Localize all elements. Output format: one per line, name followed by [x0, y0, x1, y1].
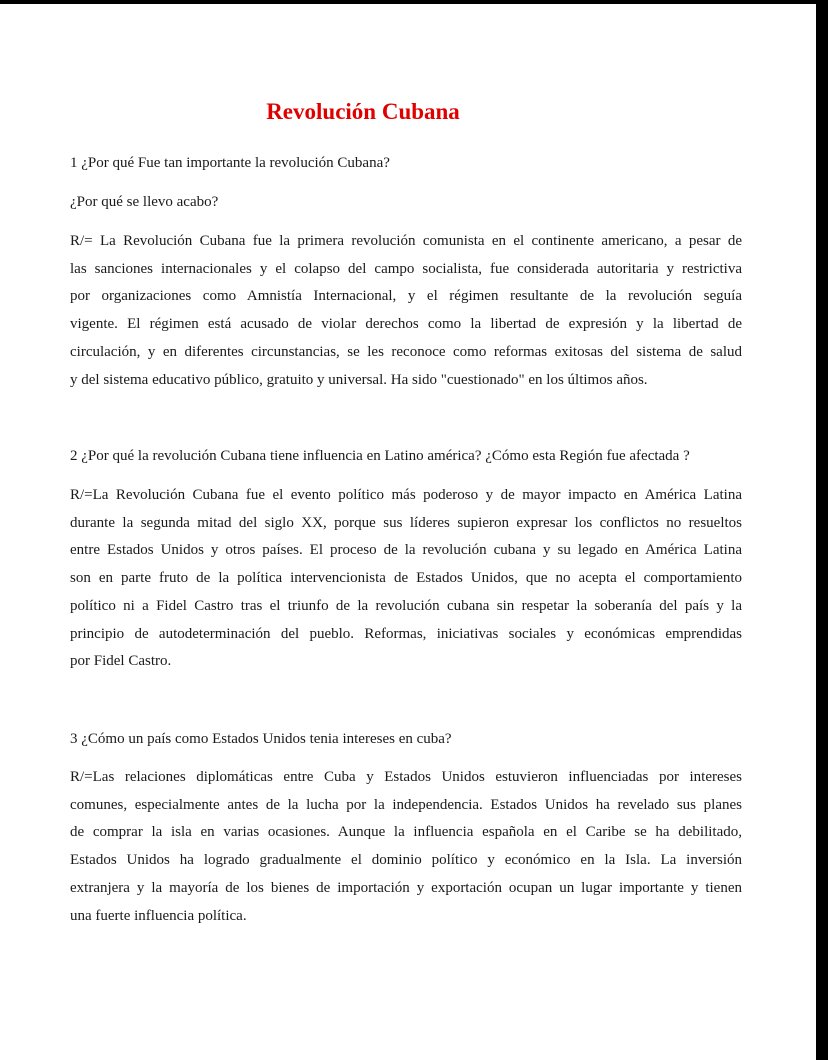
question-1-line-1: 1 ¿Por qué Fue tan importante la revolución Cubana? — [70, 155, 390, 171]
answer-3-line: R/=Las relaciones diplomáticas entre Cuba y Estados Unidos estuvieron influenciadas por intereses — [70, 769, 742, 785]
answer-1 — [70, 228, 742, 394]
answer-3-line: extranjera y la mayoría de los bienes de importación y exportación ocupan un lugar importante y tienen — [70, 879, 742, 896]
answer-2-line: son en parte fruto de la política intervencionista de Estados Unidos, que no acepta el comportamiento — [70, 570, 742, 587]
answer-1-line: las sanciones internacionales y el colapso del campo socialista, fue considerada autoritaria y restrictiva — [70, 260, 742, 277]
question-2: 2 ¿Por qué la revolución Cubana tiene influencia en Latino américa? ¿Cómo esta Región fue afectada ? — [70, 448, 690, 464]
answer-1-line: R/= La Revolución Cubana fue la primera revolución comunista en el continente americano, a pesar de — [70, 233, 742, 249]
answer-2-line: R/=La Revolución Cubana fue el evento político más poderoso y de mayor impacto en América Latina — [70, 487, 742, 503]
answer-1-line: vigente. El régimen está acusado de violar derechos como la libertad de expresión y la libertad de — [70, 316, 742, 333]
question-3: 3 ¿Cómo un país como Estados Unidos tenia intereses en cuba? — [70, 731, 452, 747]
answer-2-line: principio de autodeterminación del pueblo. Reformas, iniciativas sociales y económicas emprendidas — [70, 625, 742, 642]
question-1-line-2: ¿Por qué se llevo acabo? — [70, 194, 219, 210]
answer-1-line: por organizaciones como Amnistía Internacional, y el régimen resultante de la revolución seguía — [70, 288, 742, 305]
answer-3 — [70, 764, 742, 930]
document-page — [0, 4, 816, 1060]
answer-3-line: Estados Unidos ha logrado gradualmente el dominio político y económico en la Isla. La inversión — [70, 852, 742, 869]
answer-2-line: por Fidel Castro. — [70, 653, 172, 670]
answer-1-line: circulación, y en diferentes circunstancias, se les reconoce como reformas exitosas del sistema de salud — [70, 343, 742, 360]
answer-3-line: de comprar la isla en varias ocasiones. Aunque la influencia española en el Caribe se ha debilitado, — [70, 824, 742, 841]
answer-2 — [70, 482, 742, 676]
answer-3-line: una fuerte influencia política. — [70, 907, 247, 924]
answer-2-line: durante la segunda mitad del siglo XX, porque sus líderes supieron expresar los conflictos no resueltos — [70, 514, 742, 531]
answer-1-line: y del sistema educativo público, gratuito y universal. Ha sido "cuestionado" en los últimos años. — [70, 371, 648, 388]
answer-3-line: comunes, especialmente antes de la lucha por la independencia. Estados Unidos ha revelado sus planes — [70, 796, 742, 813]
document-title: Revolución Cubana — [266, 99, 460, 124]
answer-2-line: entre Estados Unidos y otros países. El proceso de la revolución cubana y su legado en América Latina — [70, 542, 742, 559]
answer-2-line: político ni a Fidel Castro tras el triunfo de la revolución cubana sin respetar la soberanía del país y la — [70, 597, 742, 614]
